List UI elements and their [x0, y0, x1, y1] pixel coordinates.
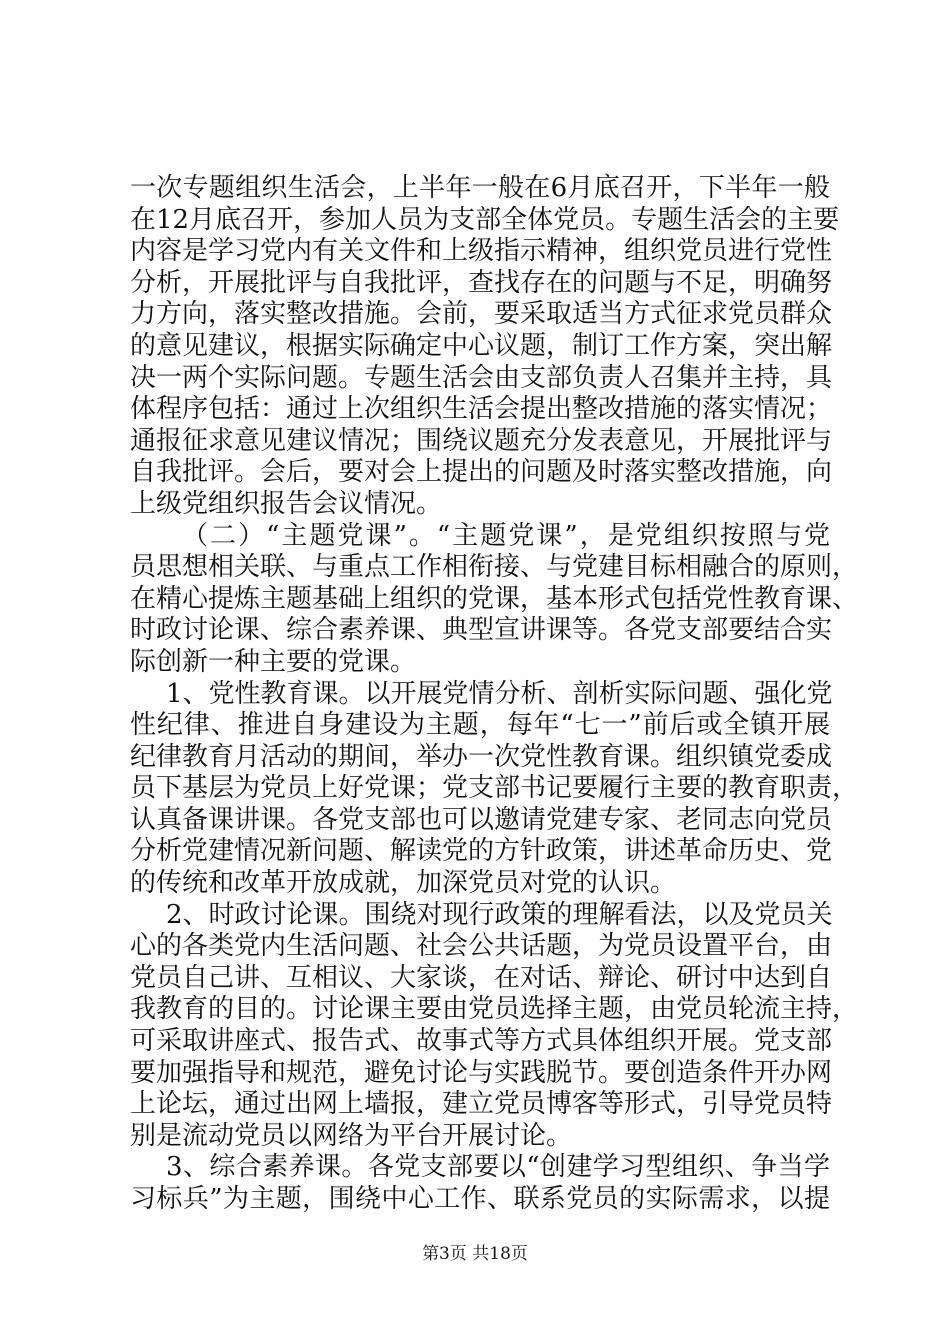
section-heading-line: （二）“主题党课”。“主题党课”，是党组织按照与党	[182, 520, 830, 551]
text-line: 在精心提炼主题基础上组织的党课，基本形式包括党性教育课、	[130, 583, 859, 614]
text-line: 际创新一种主要的党课。	[130, 646, 417, 677]
text-line: 员下基层为党员上好党课；党支部书记要履行主要的教育职责，	[130, 773, 859, 804]
text-line: 可采取讲座式、报告式、故事式等方式具体组织开展。党支部	[130, 1026, 833, 1057]
paragraph-first-line: 3、综合素养课。各党支部要以“创建学习型组织、争当学	[166, 1152, 830, 1183]
text-line: 通报征求意见建议情况；围绕议题充分发表意见，开展批评与	[130, 425, 833, 456]
body-text	[130, 173, 859, 1216]
text-line: 时政讨论课、综合素养课、典型宣讲课等。各党支部要结合实	[130, 615, 833, 646]
paragraph-first-line: 1、党性教育课。以开展党情分析、剖析实际问题、强化党	[166, 678, 833, 709]
text-line: 一次专题组织生活会，上半年一般在6月底召开，下半年一般	[130, 173, 830, 203]
text-line: 内容是学习党内有关文件和上级指示精神，组织党员进行党性	[130, 236, 833, 267]
text-line: 分析党建情况新问题、解读党的方针政策，讲述革命历史、党	[130, 836, 833, 867]
text-line: 上论坛，通过出网上墙报，建立党员博客等形式，引导党员特	[130, 1089, 833, 1120]
paragraph-first-line: 2、时政讨论课。围绕对现行政策的理解看法，以及党员关	[166, 899, 833, 930]
text-line: 性纪律、推进自身建设为主题，每年“七一”前后或全镇开展	[130, 710, 830, 741]
text-line: 力方向，落实整改措施。会前，要采取适当方式征求党员群众	[130, 299, 833, 330]
text-line: 上级党组织报告会议情况。	[130, 488, 443, 519]
text-line: 决一两个实际问题。专题生活会由支部负责人召集并主持，具	[130, 362, 833, 393]
text-line: 党员自己讲、互相议、大家谈，在对话、辩论、研讨中达到自	[130, 962, 833, 993]
text-line: 心的各类党内生活问题、社会公共话题，为党员设置平台，由	[130, 931, 833, 962]
text-line: 别是流动党员以网络为平台开展讨论。	[130, 1120, 573, 1151]
text-line: 习标兵”为主题，围绕中心工作、联系党员的实际需求，以提	[130, 1184, 830, 1214]
text-line: 的传统和改革开放成就，加深党员对党的认识。	[130, 868, 677, 899]
text-line: 体程序包括：通过上次组织生活会提出整改措施的落实情况；	[130, 394, 833, 425]
page-footer: 第3页 共18页	[422, 1244, 528, 1264]
text-line: 纪律教育月活动的期间，举办一次党性教育课。组织镇党委成	[130, 741, 833, 772]
text-line: 要加强指导和规范，避免讨论与实践脱节。要创造条件开办网	[130, 1057, 833, 1088]
text-line: 的意见建议，根据实际确定中心议题，制订工作方案，突出解	[130, 330, 833, 361]
text-line: 分析，开展批评与自我批评，查找存在的问题与不足，明确努	[130, 267, 833, 298]
text-line: 在12月底召开，参加人员为支部全体党员。专题生活会的主要	[130, 204, 840, 235]
text-line: 自我批评。会后，要对会上提出的问题及时落实整改措施，向	[130, 457, 833, 488]
text-line: 认真备课讲课。各党支部也可以邀请党建专家、老同志向党员	[130, 804, 833, 835]
text-line: 员思想相关联、与重点工作相衔接、与党建目标相融合的原则，	[130, 552, 859, 583]
text-line: 我教育的目的。讨论课主要由党员选择主题，由党员轮流主持，	[130, 994, 859, 1025]
